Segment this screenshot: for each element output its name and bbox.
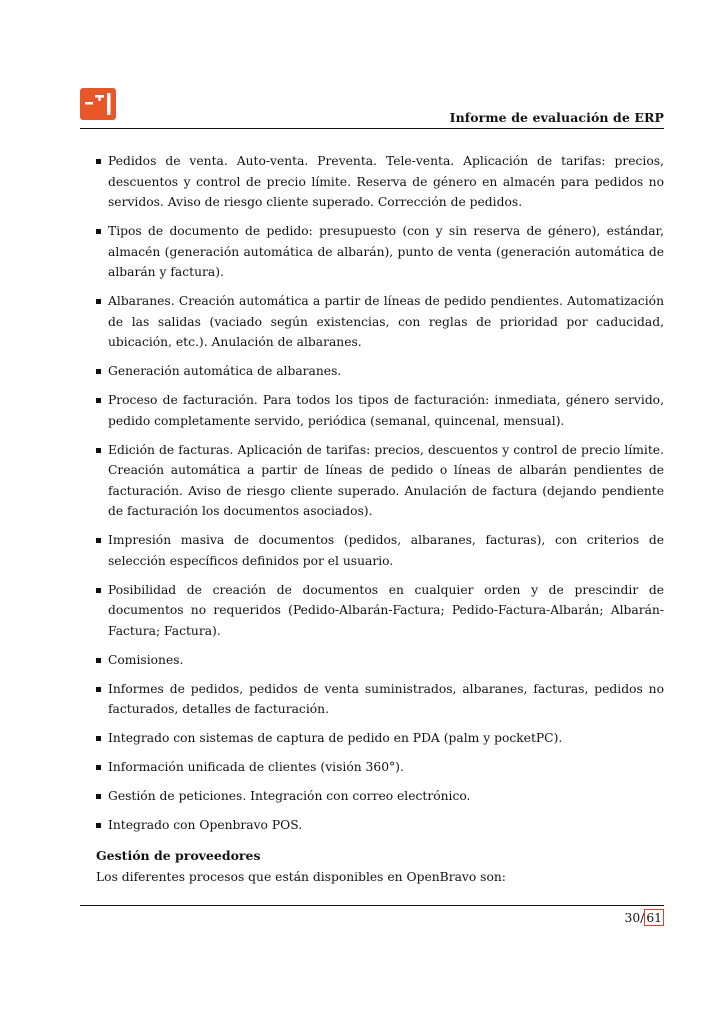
bullet-icon	[96, 687, 101, 692]
list-item-text: Edición de facturas. Aplicación de tarifas: precios, descuentos y control de precio límite. Creación automática a partir de líneas de pedido o líneas de albarán pendientes de facturación. Aviso de riesgo cliente superado. Anulación de factura (dejando pendiente de facturación los documentos asociados).	[108, 442, 664, 518]
list-item-text: Albaranes. Creación automática a partir de líneas de pedido pendientes. Automatización de las salidas (vaciado según existencias, con reglas de prioridad por caducidad, ubicación, etc.). Anulación de albaranes.	[108, 294, 664, 349]
list-item	[96, 530, 664, 571]
bullet-icon	[96, 588, 101, 593]
list-item	[96, 650, 664, 671]
list-item-text: Información unificada de clientes (visión 360°).	[108, 760, 404, 774]
bullet-icon	[96, 823, 101, 828]
page-current: 30	[624, 911, 641, 925]
bullet-icon	[96, 398, 101, 403]
header-rule	[80, 128, 664, 129]
bullet-icon	[96, 794, 101, 799]
list-item-text: Posibilidad de creación de documentos en cualquier orden y de prescindir de documentos no requeridos (Pedido-Albarán-Factura; Pedido-Factura-Albarán; Albarán-Factura; Factura).	[108, 582, 664, 638]
bullet-icon	[96, 369, 101, 374]
bullet-icon	[96, 159, 101, 164]
bullet-icon	[96, 229, 101, 234]
list-item	[96, 221, 664, 283]
list-item	[96, 440, 664, 522]
list-item	[96, 580, 664, 642]
section-heading: Gestión de proveedores	[96, 848, 261, 863]
list-item-text: Pedidos de venta. Auto-venta. Preventa. Tele-venta. Aplicación de tarifas: precios, descuentos y control de precio límite. Reserva de género en almacén para pedidos no servidos. Aviso de riesgo cliente superado. Corrección de pedidos.	[108, 154, 664, 209]
list-item	[96, 361, 664, 382]
list-item	[96, 390, 664, 431]
page-number	[625, 909, 664, 926]
list-item	[96, 151, 664, 213]
section-intro-text: Los diferentes procesos que están disponibles en OpenBravo son:	[96, 870, 506, 884]
header-title: Informe de evaluación de ERP	[449, 110, 664, 125]
list-item	[96, 679, 664, 720]
list-item-text: Generación automática de albaranes.	[108, 364, 342, 378]
feature-list	[96, 151, 664, 836]
list-item-text: Comisiones.	[108, 652, 184, 667]
bullet-icon	[96, 448, 101, 453]
bullet-icon	[96, 736, 101, 741]
list-item	[96, 757, 664, 778]
bullet-icon	[96, 538, 101, 543]
list-item	[96, 815, 664, 836]
bullet-icon	[96, 658, 101, 663]
list-item	[96, 291, 664, 353]
list-item-text: Gestión de peticiones. Integración con correo electrónico.	[108, 789, 471, 803]
orange-square-logo-icon	[80, 88, 116, 120]
page-separator: /	[640, 911, 645, 925]
list-item	[96, 786, 664, 807]
list-item-text: Integrado con sistemas de captura de pedido en PDA (palm y pocketPC).	[108, 731, 563, 745]
footer-rule	[80, 905, 664, 906]
list-item-text: Tipos de documento de pedido: presupuesto (con y sin reserva de género), estándar, almacén (generación automática de albarán), punto de venta (generación automática de albarán y factura).	[108, 224, 664, 279]
list-item-text: Impresión masiva de documentos (pedidos, albaranes, facturas), con criterios de selección específicos definidos por el usuario.	[108, 533, 664, 568]
main-content	[96, 151, 664, 844]
page-total-link[interactable]: 61	[646, 911, 662, 925]
bullet-icon	[96, 765, 101, 770]
list-item-text: Integrado con Openbravo POS.	[108, 818, 303, 832]
list-item-text: Proceso de facturación. Para todos los tipos de facturación: inmediata, género servido, pedido completamente servido, periódica (semanal, quincenal, mensual).	[108, 393, 664, 428]
list-item-text: Informes de pedidos, pedidos de venta suministrados, albaranes, facturas, pedidos no facturados, detalles de facturación.	[108, 681, 664, 716]
bullet-icon	[96, 299, 101, 304]
list-item	[96, 728, 664, 749]
